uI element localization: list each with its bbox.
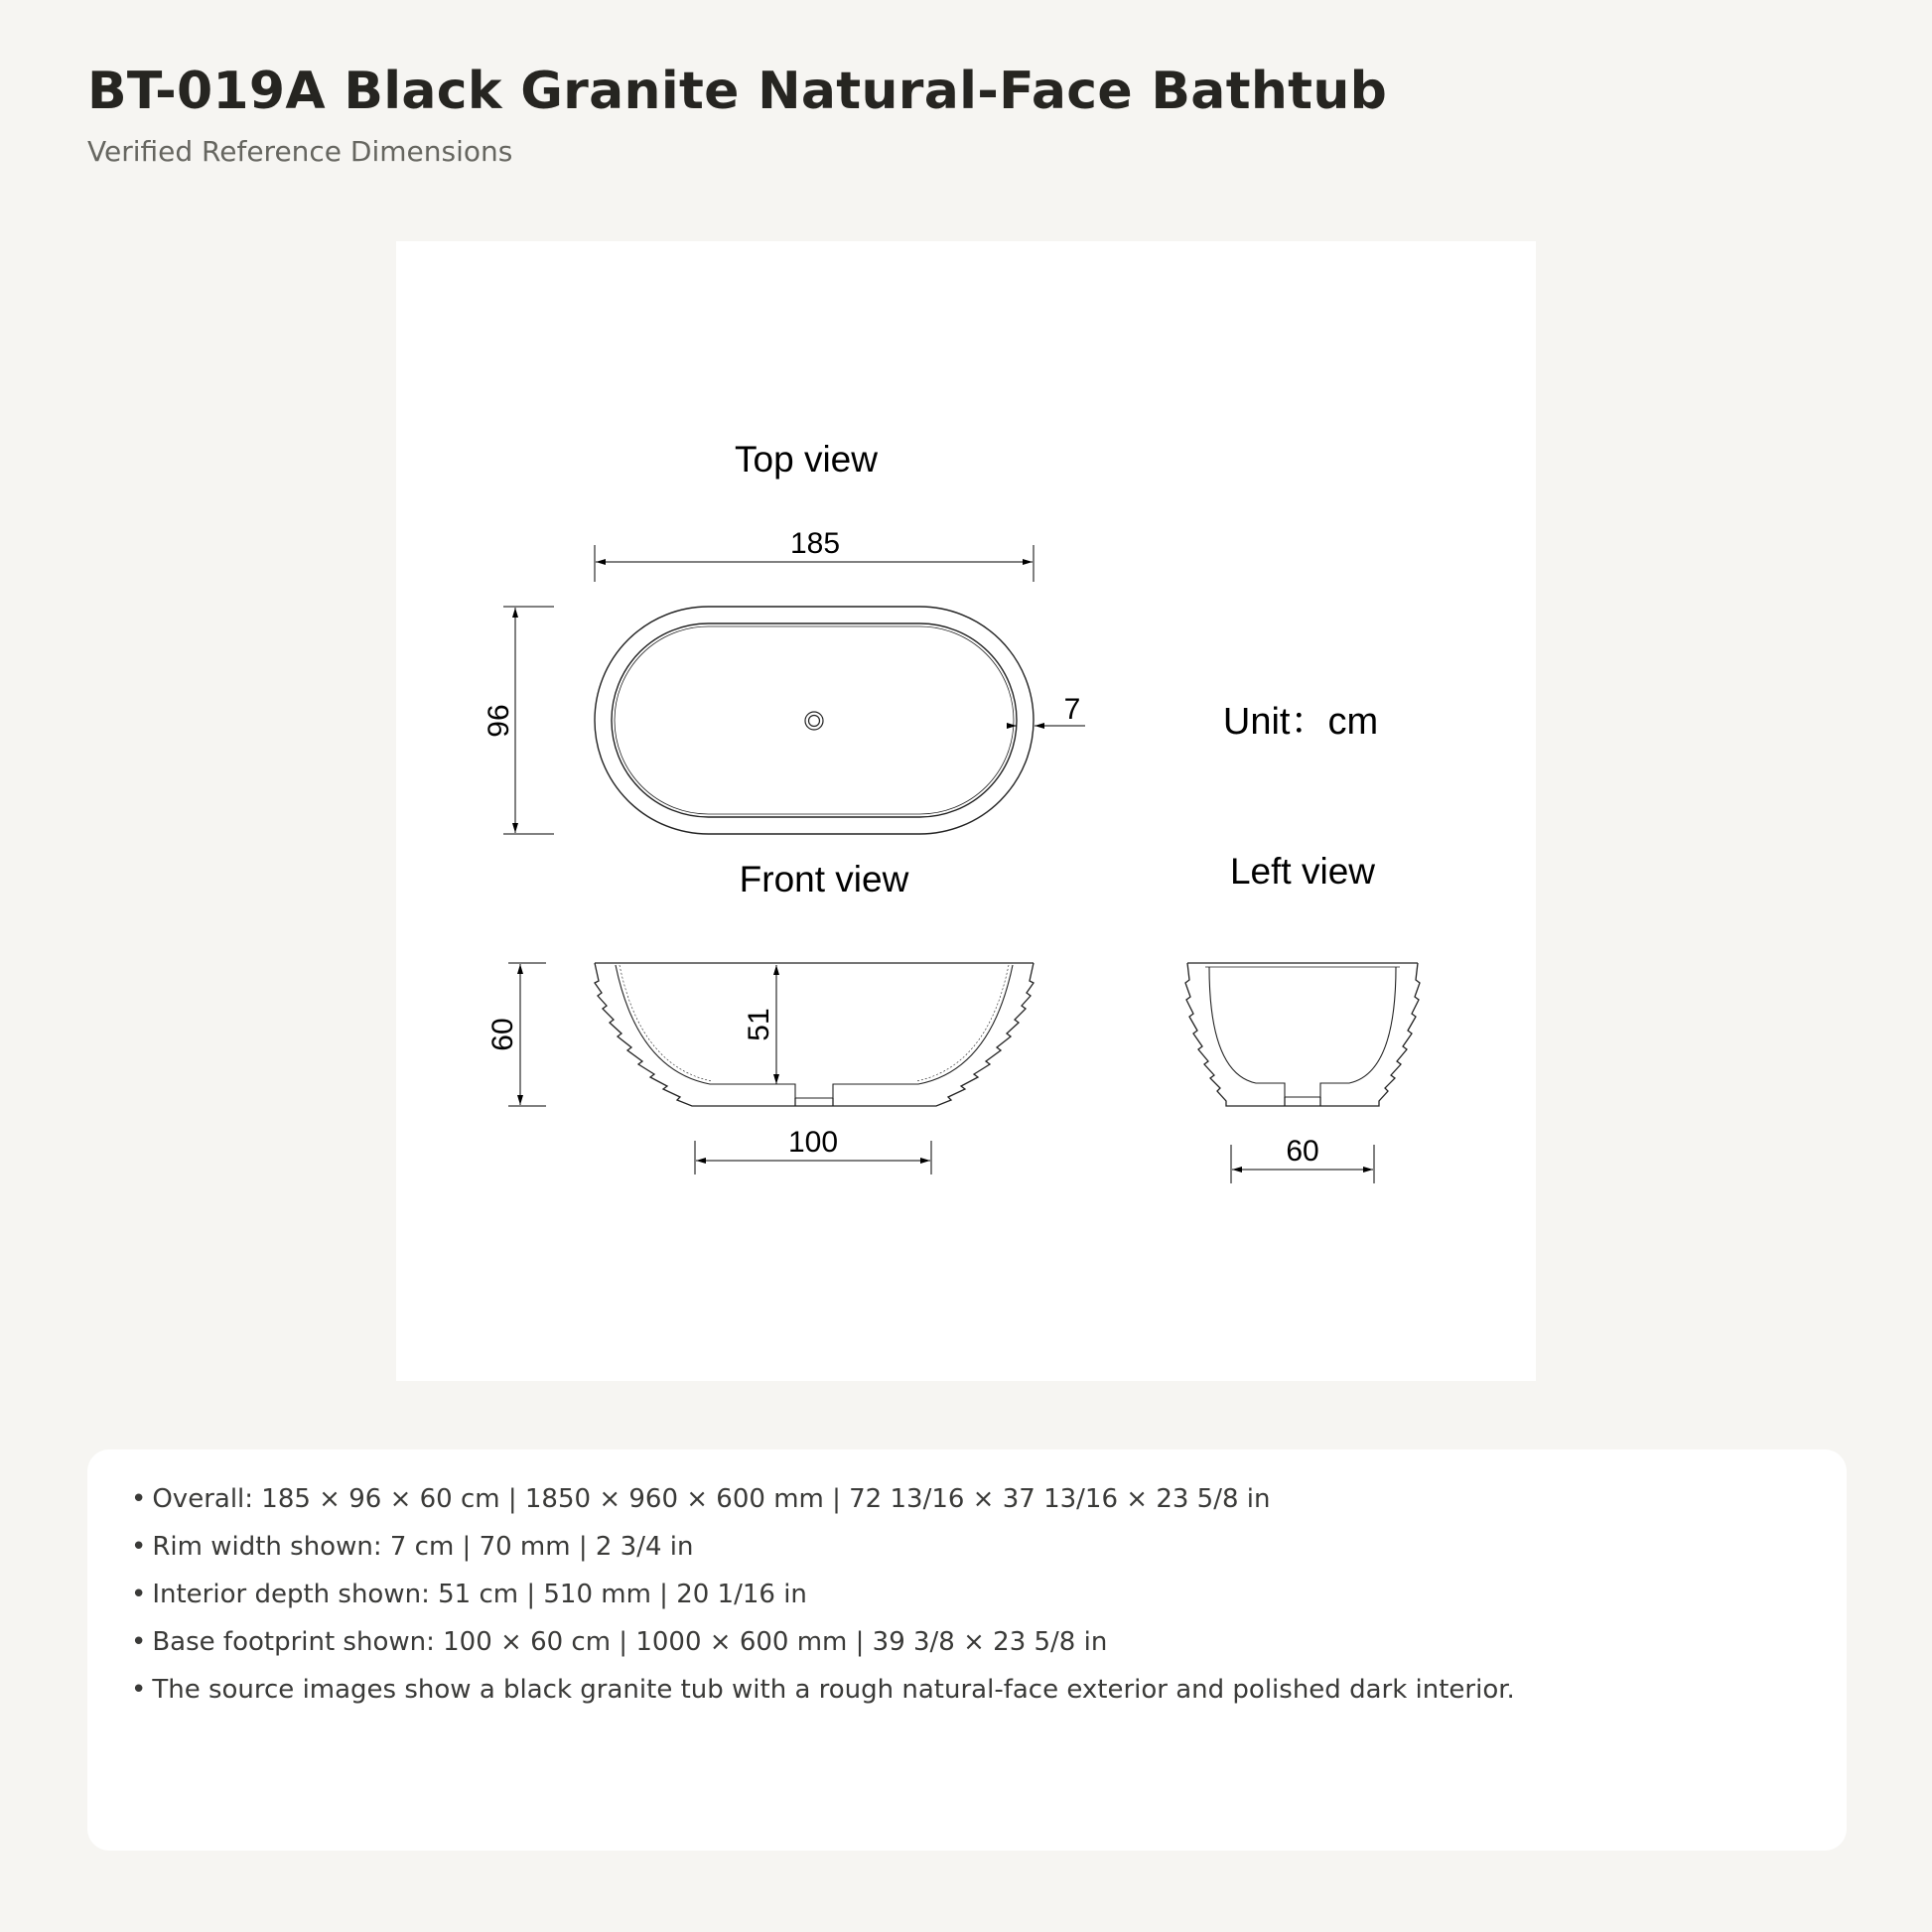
note-item (131, 1670, 1521, 1711)
bullet: • (131, 1627, 147, 1657)
dimension-drawing (396, 241, 1536, 1381)
note-item (131, 1575, 1521, 1615)
notes-card (87, 1449, 1847, 1851)
note-text: Overall: 185 × 96 × 60 cm | 1850 × 960 × 600 mm | 72 13/16 × 37 13/16 × 23 5/8 in (152, 1484, 1271, 1514)
length-dimension (595, 527, 1034, 582)
note-text: Interior depth shown: 51 cm | 510 mm | 20 1/16 in (152, 1580, 807, 1609)
drain-icon (805, 712, 823, 730)
bullet: • (131, 1580, 147, 1609)
height-dimension-value: 60 (486, 1018, 519, 1051)
page-title: BT-019A Black Granite Natural-Face Bathtub (87, 62, 1388, 121)
depth-dimension (743, 965, 776, 1084)
tub-side-profile (1185, 963, 1420, 1106)
note-item (131, 1527, 1521, 1568)
height-dimension (486, 963, 546, 1106)
note-item (131, 1622, 1521, 1663)
top-view-label: Top view (735, 439, 878, 480)
width-dimension-value: 96 (483, 704, 515, 738)
tub-top-outline (595, 607, 1034, 834)
rim-dimension (1009, 693, 1085, 726)
base-length-dimension-value: 100 (787, 1126, 839, 1159)
bullet: • (131, 1675, 147, 1705)
bullet: • (131, 1532, 147, 1562)
unit-label: Unit：cm (1222, 701, 1379, 743)
depth-dimension-value: 51 (743, 1008, 775, 1041)
tub-front-profile (595, 963, 1034, 1106)
left-view-label: Left view (1229, 851, 1376, 892)
note-text: Rim width shown: 7 cm | 70 mm | 2 3/4 in (152, 1532, 694, 1562)
width-dimension (483, 607, 554, 834)
notes-list (131, 1479, 1521, 1711)
note-text: Base footprint shown: 100 × 60 cm | 1000 × 600 mm | 39 3/8 × 23 5/8 in (152, 1627, 1108, 1657)
rim-dimension-value: 7 (1063, 693, 1081, 726)
length-dimension-value: 185 (789, 527, 841, 560)
base-width-dimension (1231, 1135, 1374, 1183)
page-subtitle: Verified Reference Dimensions (87, 135, 513, 168)
base-length-dimension (695, 1126, 931, 1174)
note-text: The source images show a black granite tub with a rough natural-face exterior and polished dark interior. (152, 1675, 1515, 1705)
front-view-label: Front view (739, 859, 909, 899)
base-width-dimension-value: 60 (1286, 1135, 1319, 1168)
note-item (131, 1479, 1521, 1520)
bullet: • (131, 1484, 147, 1514)
